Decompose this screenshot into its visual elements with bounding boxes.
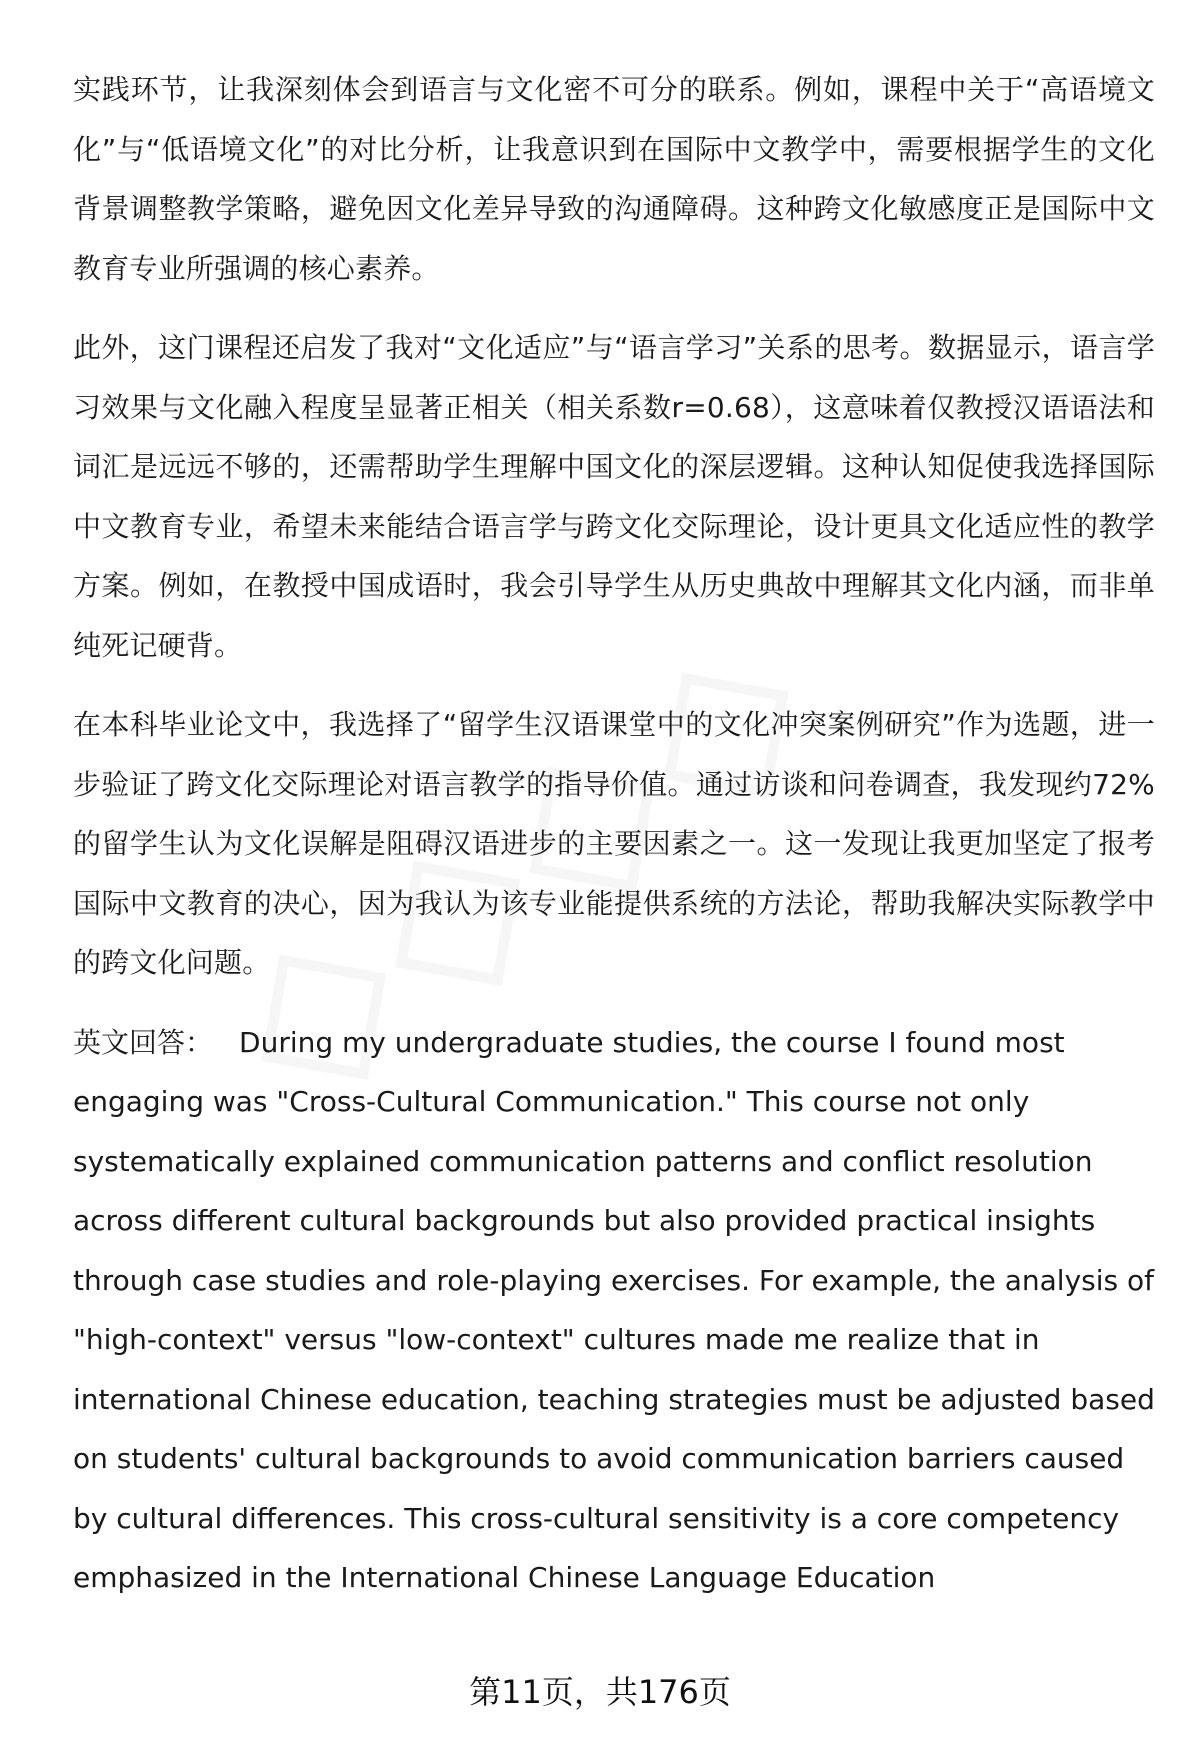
english-answer-text: During my undergraduate studies, the course I found most engaging was "Cross-Cultural Communication." This course not only systematically explained communication patterns and conflict resolution across different cultural backgrounds but also provided practical insights through case studies and role-playing exercises. For example, the analysis of "high-context" versus "low-context" cultures made me realize that in international Chinese education, teaching strategies must be adjusted based on students' cultural backgrounds to avoid communication barriers caused by cultural differences. This cross-cultural sensitivity is a core competency emphasized in the International Chinese Language Education [73, 1025, 1155, 1594]
paragraph-3: 在本科毕业论文中，我选择了“留学生汉语课堂中的文化冲突案例研究”作为选题，进一步验证了跨文化交际理论对语言教学的指导价值。通过访谈和问卷调查，我发现约72%的留学生认为文化误解是阻碍汉语进步的主要因素之一。这一发现让我更加坚定了报考国际中文教育的决心，因为我认为该专业能提供系统的方法论，帮助我解决实际教学中的跨文化问题。 [73, 708, 1155, 979]
paragraph-1: 实践环节，让我深刻体会到语言与文化密不可分的联系。例如，课程中关于“高语境文化”与“低语境文化”的对比分析，让我意识到在国际中文教学中，需要根据学生的文化背景调整教学策略，避免因文化差异导致的沟通障碍。这种跨文化敏感度正是国际中文教育专业所强调的核心素养。 [73, 73, 1155, 285]
english-answer-label: 英文回答： [73, 1025, 214, 1059]
document-body [73, 60, 1155, 1628]
page-number-footer: 第11页，共176页 [469, 1673, 731, 1711]
paragraph-2: 此外，这门课程还启发了我对“文化适应”与“语言学习”关系的思考。数据显示，语言学习效果与文化融入程度呈显著正相关（相关系数r=0.68），这意味着仅教授汉语语法和词汇是远远不够的，还需帮助学生理解中国文化的深层逻辑。这种认知促使我选择国际中文教育专业，希望未来能结合语言学与跨文化交际理论，设计更具文化适应性的教学方案。例如，在教授中国成语时，我会引导学生从历史典故中理解其文化内涵，而非单纯死记硬背。 [73, 331, 1155, 662]
english-answer-paragraph [73, 1013, 1155, 1608]
